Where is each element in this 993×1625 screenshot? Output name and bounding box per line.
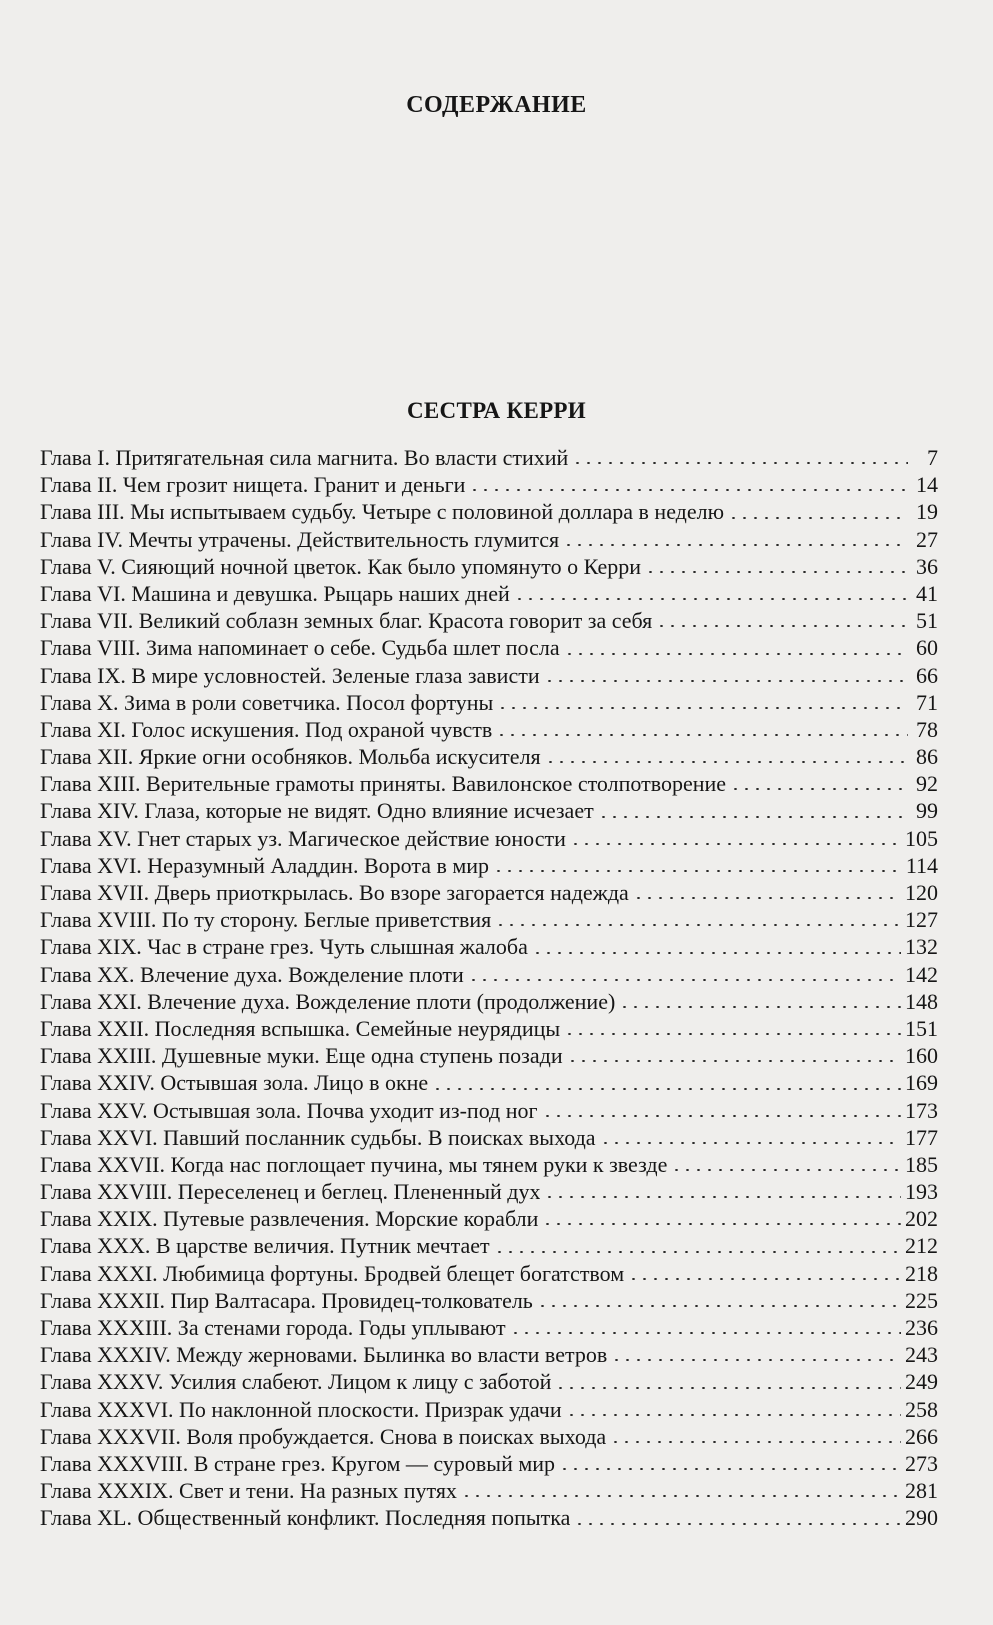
dot-leader: [432, 1088, 901, 1090]
toc-entry-page-number: 105: [905, 825, 938, 851]
toc-entry-title: Глава XXXVII. Воля пробуждается. Снова в поисках выхода: [40, 1423, 607, 1449]
dot-leader: [564, 653, 908, 655]
dot-leader: [671, 1169, 901, 1171]
toc-entry: [40, 1314, 938, 1341]
toc-entry-title: Глава XVI. Неразумный Аладдин. Ворота в мир: [40, 852, 490, 878]
toc-entry-page-number: 27: [916, 526, 938, 552]
page-title: СОДЕРЖАНИЕ: [406, 92, 587, 118]
toc-entry-page-number: 185: [905, 1151, 938, 1177]
toc-entry: [40, 879, 938, 906]
toc-entry: [40, 825, 938, 852]
dot-leader: [610, 1441, 901, 1443]
toc-entry-page-number: 177: [905, 1124, 938, 1150]
toc-entry-page-number: 14: [916, 472, 938, 498]
toc-entry: [40, 1205, 938, 1232]
toc-entry-title: Глава XXI. Влечение духа. Вожделение плоти (продолжение): [40, 988, 616, 1014]
toc-entry-title: Глава XXIV. Остывшая зола. Лицо в окне: [40, 1070, 429, 1096]
dot-leader: [645, 571, 908, 573]
toc-entry-title: Глава VII. Великий соблазн земных благ. Красота говорит за себя: [40, 608, 653, 634]
toc-entry-title: Глава III. Мы испытываем судьбу. Четыре с половиной доллара в неделю: [40, 499, 725, 525]
toc-entry: [40, 607, 938, 634]
toc-entry: [40, 1260, 938, 1287]
toc-entry-title: Глава XXXII. Пир Валтасара. Провидец-толкователь: [40, 1287, 533, 1313]
dot-leader: [572, 462, 908, 464]
dot-leader: [542, 1223, 901, 1225]
toc-entry: [40, 743, 938, 770]
toc-entry-title: Глава XX. Влечение духа. Вожделение плоти: [40, 961, 464, 987]
toc-entry-title: Глава IX. В мире условностей. Зеленые глаза зависти: [40, 662, 540, 688]
toc-entry-page-number: 225: [905, 1287, 938, 1313]
dot-leader: [598, 816, 908, 818]
toc-entry-page-number: 86: [916, 744, 938, 770]
toc-entry-title: Глава II. Чем грозит нищета. Гранит и деньги: [40, 472, 466, 498]
toc-entry-page-number: 7: [927, 445, 938, 470]
dot-leader: [656, 625, 908, 627]
toc-entry: [40, 471, 938, 498]
dot-leader: [496, 734, 908, 736]
dot-leader: [567, 1060, 901, 1062]
toc-entry: [40, 553, 938, 580]
toc-entry-page-number: 120: [905, 880, 938, 905]
toc-entry-page-number: 132: [905, 934, 938, 960]
toc-entry-title: Глава XXVI. Павший посланник судьбы. В поисках выхода: [40, 1124, 596, 1150]
toc-entry: [40, 1423, 938, 1450]
toc-entry-title: Глава XI. Голос искушения. Под охраной чувств: [40, 716, 493, 742]
toc-entry: [40, 1396, 938, 1423]
toc-entry-page-number: 60: [916, 635, 938, 661]
toc-entry: [40, 1287, 938, 1314]
section-title: СЕСТРА КЕРРИ: [407, 398, 586, 423]
dot-leader: [497, 707, 908, 709]
toc-entry-title: Глава XXVIII. Переселенец и беглец. Плененный дух: [40, 1179, 541, 1205]
toc-entry-title: Глава XXX. В царстве величия. Путник мечтает: [40, 1233, 490, 1259]
dot-leader: [542, 1115, 901, 1117]
toc-entry: [40, 580, 938, 607]
dot-leader: [570, 843, 901, 845]
toc-entry-page-number: 114: [905, 852, 938, 878]
toc-list: [40, 444, 938, 1532]
toc-entry-page-number: 273: [905, 1450, 938, 1476]
dot-leader: [537, 1305, 901, 1307]
toc-entry: [40, 988, 938, 1015]
dot-leader: [574, 1523, 901, 1525]
toc-entry-page-number: 160: [905, 1043, 938, 1069]
toc-entry: [40, 662, 938, 689]
dot-leader: [469, 489, 908, 491]
toc-entry-title: Глава XII. Яркие огни особняков. Мольба искусителя: [40, 744, 541, 770]
toc-entry: [40, 1232, 938, 1259]
toc-entry-page-number: 41: [916, 580, 938, 606]
dot-leader: [600, 1142, 901, 1144]
toc-entry-page-number: 19: [916, 499, 938, 525]
toc-entry: [40, 1341, 938, 1368]
toc-entry-page-number: 127: [905, 907, 938, 933]
toc-entry-page-number: 169: [905, 1070, 938, 1096]
toc-entry-title: Глава XIX. Час в стране грез. Чуть слышная жалоба: [40, 934, 528, 960]
toc-entry-page-number: 290: [905, 1505, 938, 1531]
toc-entry-title: Глава XIII. Верительные грамоты приняты. Вавилонское столпотворение: [40, 771, 727, 797]
toc-entry-title: Глава XXXV. Усилия слабеют. Лицом к лицу с заботой: [40, 1369, 552, 1395]
toc-entry-page-number: 249: [905, 1369, 938, 1395]
dot-leader: [728, 517, 908, 519]
dot-leader: [611, 1359, 901, 1361]
toc-entry-page-number: 173: [905, 1097, 938, 1123]
dot-leader: [468, 979, 901, 981]
toc-entry: [40, 498, 938, 525]
toc-entry-page-number: 142: [905, 961, 938, 987]
dot-leader: [494, 1251, 901, 1253]
toc-entry-page-number: 193: [905, 1179, 938, 1205]
dot-leader: [545, 761, 908, 763]
toc-entry-page-number: 51: [916, 608, 938, 634]
toc-entry: [40, 1477, 938, 1504]
toc-entry: [40, 1069, 938, 1096]
toc-entry: [40, 1178, 938, 1205]
dot-leader: [564, 1033, 901, 1035]
toc-entry-title: Глава IV. Мечты утрачены. Действительность глумится: [40, 526, 560, 552]
dot-leader: [555, 1387, 901, 1389]
toc-entry-page-number: 66: [916, 662, 938, 688]
toc-entry-title: Глава XXII. Последняя вспышка. Семейные неурядицы: [40, 1015, 561, 1041]
toc-entry-title: Глава XXXIV. Между жерновами. Былинка во власти ветров: [40, 1342, 608, 1368]
toc-entry: [40, 1504, 938, 1531]
toc-entry-page-number: 258: [905, 1396, 938, 1422]
toc-entry: [40, 1042, 938, 1069]
toc-entry: [40, 716, 938, 743]
toc-entry-page-number: 78: [916, 716, 938, 742]
dot-leader: [730, 788, 908, 790]
dot-leader: [619, 1006, 901, 1008]
toc-entry: [40, 1368, 938, 1395]
toc-entry-page-number: 218: [905, 1260, 938, 1286]
toc-entry: [40, 1097, 938, 1124]
toc-entry-page-number: 212: [905, 1233, 938, 1259]
toc-entry-title: Глава XXVII. Когда нас поглощает пучина, мы тянем руки к звезде: [40, 1151, 668, 1177]
toc-entry: [40, 444, 938, 471]
toc-entry: [40, 770, 938, 797]
toc-entry-page-number: 36: [916, 553, 938, 579]
toc-entry: [40, 852, 938, 879]
toc-entry: [40, 961, 938, 988]
toc-entry-title: Глава XV. Гнет старых уз. Магическое действие юности: [40, 825, 566, 851]
toc-entry-title: Глава V. Сияющий ночной цветок. Как было упомянуто о Керри: [40, 553, 641, 579]
toc-entry-title: Глава XL. Общественный конфликт. Последняя попытка: [40, 1505, 571, 1531]
toc-entry: [40, 689, 938, 716]
dot-leader: [493, 870, 902, 872]
toc-entry: [40, 526, 938, 553]
toc-entry: [40, 933, 938, 960]
toc-entry-page-number: 236: [905, 1315, 938, 1340]
toc-entry-title: Глава X. Зима в роли советчика. Посол фортуны: [40, 689, 494, 715]
toc-entry: [40, 1151, 938, 1178]
dot-leader: [495, 924, 901, 926]
toc-entry-page-number: 243: [905, 1342, 938, 1368]
toc-entry-title: Глава VIII. Зима напоминает о себе. Судьба шлет посла: [40, 635, 560, 661]
toc-entry-page-number: 281: [905, 1478, 938, 1504]
toc-entry-title: Глава XVII. Дверь приоткрылась. Во взоре загорается надежда: [40, 880, 629, 905]
dot-leader: [563, 544, 908, 546]
toc-entry: [40, 797, 938, 824]
toc-entry-title: Глава XXXIII. За стенами города. Годы уплывают: [40, 1315, 506, 1340]
toc-entry-title: Глава XVIII. По ту сторону. Беглые приветствия: [40, 907, 492, 933]
toc-entry-title: Глава XXV. Остывшая зола. Почва уходит из-под ног: [40, 1097, 538, 1123]
toc-entry-page-number: 71: [916, 689, 938, 715]
toc-entry-title: Глава VI. Машина и девушка. Рыцарь наших дней: [40, 580, 510, 606]
dot-leader: [628, 1278, 901, 1280]
toc-entry-title: Глава XXXI. Любимица фортуны. Бродвей блещет богатством: [40, 1260, 625, 1286]
toc-entry-page-number: 202: [905, 1206, 938, 1232]
toc-entry-page-number: 266: [905, 1423, 938, 1449]
toc-entry-title: Глава XIV. Глаза, которые не видят. Одно влияние исчезает: [40, 798, 594, 824]
toc-entry: [40, 906, 938, 933]
toc-entry-page-number: 148: [905, 988, 938, 1014]
toc-entry: [40, 634, 938, 661]
dot-leader: [544, 1196, 901, 1198]
dot-leader: [461, 1495, 901, 1497]
dot-leader: [559, 1468, 901, 1470]
dot-leader: [510, 1332, 901, 1334]
toc-entry-title: Глава XXXVI. По наклонной плоскости. Призрак удачи: [40, 1396, 562, 1422]
dot-leader: [544, 680, 908, 682]
toc-entry-page-number: 99: [916, 798, 938, 824]
toc-entry: [40, 1124, 938, 1151]
toc-entry-title: Глава XXXVIII. В стране грез. Кругом — суровый мир: [40, 1450, 556, 1476]
dot-leader: [532, 952, 901, 954]
toc-entry: [40, 1450, 938, 1477]
toc-entry-title: Глава I. Притягательная сила магнита. Во власти стихий: [40, 445, 569, 470]
toc-entry: [40, 1015, 938, 1042]
toc-entry-title: Глава XXIX. Путевые развлечения. Морские корабли: [40, 1206, 539, 1232]
toc-entry-page-number: 151: [905, 1015, 938, 1041]
dot-leader: [514, 598, 908, 600]
dot-leader: [633, 897, 901, 899]
toc-entry-page-number: 92: [916, 771, 938, 797]
dot-leader: [566, 1414, 901, 1416]
toc-entry-title: Глава XXXIX. Свет и тени. На разных путях: [40, 1478, 457, 1504]
toc-entry-title: Глава XXIII. Душевные муки. Еще одна ступень позади: [40, 1043, 563, 1069]
